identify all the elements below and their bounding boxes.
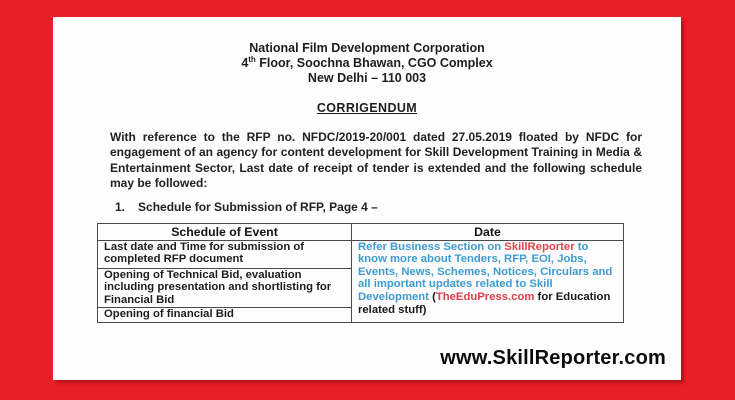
column-header-schedule-of-event: Schedule of Event [98, 223, 352, 240]
list-item [115, 200, 681, 214]
org-address: 4th Floor, Soochna Bhawan, CGO Complex [241, 54, 493, 70]
org-city: New Delhi – 110 003 [307, 71, 427, 85]
table-header-row [98, 223, 624, 240]
site-watermark: www.SkillReporter.com [440, 347, 666, 369]
document-header [53, 17, 681, 86]
table-row [98, 240, 624, 268]
event-cell-financial-bid: Opening of financial Bid [98, 308, 352, 323]
column-header-date: Date [352, 223, 624, 240]
date-overlay-promo-text: Refer Business Section on SkillReporter to know more about Tenders, RFP, EOI, Jobs, Events, News, Schemes, Notices, Circulars and all important updates related to Skill Development (TheEduPress.com for Education related stuff) [352, 240, 624, 323]
list-item-text: Schedule for Submission of RFP, Page 4 – [138, 199, 378, 214]
event-cell-technical-bid: Opening of Technical Bid, evaluation including presentation and shortlisting for Financial Bid [98, 268, 352, 308]
corrigendum-heading: CORRIGENDUM [316, 101, 418, 115]
schedule-table [97, 223, 624, 324]
document-page [53, 17, 681, 380]
intro-paragraph: With reference to the RFP no. NFDC/2019-20/001 dated 27.05.2019 floated by NFDC for engagement of an agency for content development for Skill Development Training in Media & Entertainment Sector, Last date of receipt of tender is extended and the following schedule may be followed: [110, 130, 642, 191]
org-name: National Film Development Corporation [249, 41, 485, 55]
event-cell-rfp-submission: Last date and Time for submission of completed RFP document [98, 240, 352, 268]
heading-row [53, 99, 681, 117]
list-item-number: 1. [115, 199, 126, 214]
